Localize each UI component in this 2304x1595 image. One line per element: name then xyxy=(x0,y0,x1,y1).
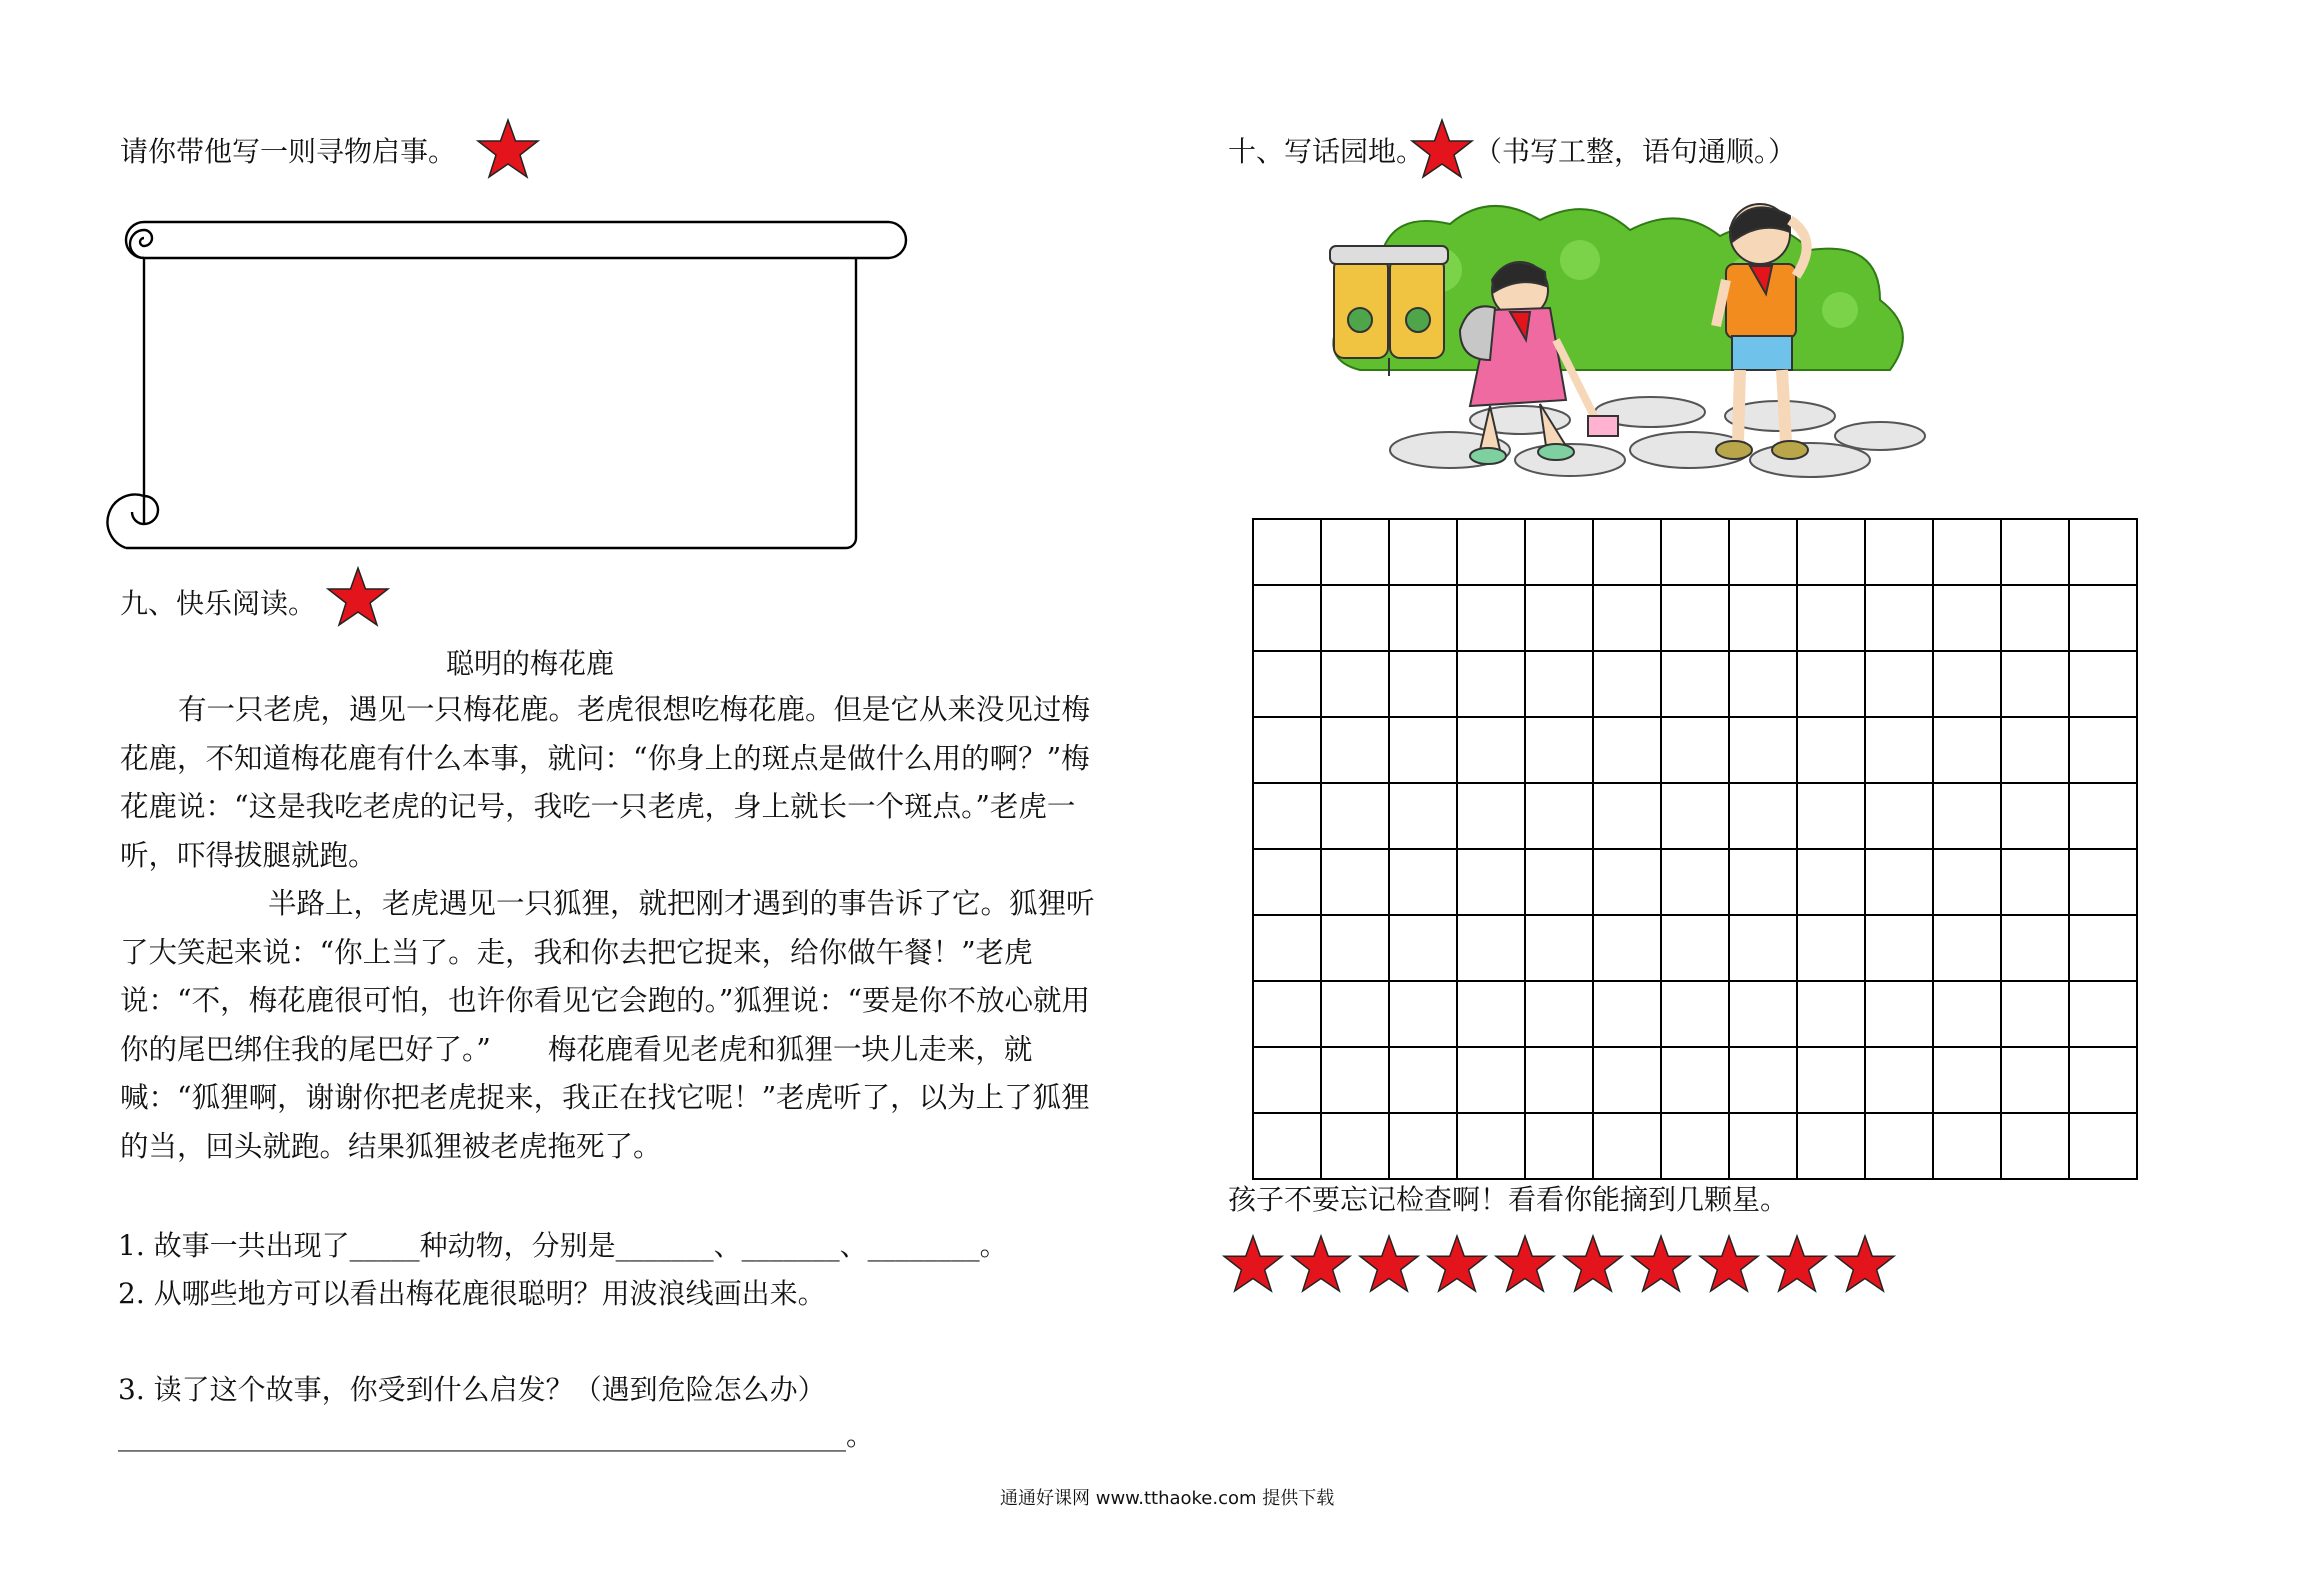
grid-cell[interactable] xyxy=(1525,519,1593,585)
grid-cell[interactable] xyxy=(1729,915,1797,981)
grid-cell[interactable] xyxy=(1593,849,1661,915)
grid-cell[interactable] xyxy=(1865,1047,1933,1113)
grid-row xyxy=(1253,585,2137,651)
section10-title: 十、写话园地。 xyxy=(1228,135,1425,168)
question-3: 3. 读了这个故事，你受到什么启发？（遇到危险怎么办） xyxy=(118,1373,826,1406)
answer-line[interactable]: ____________________________________________________。 xyxy=(118,1419,875,1452)
grid-cell[interactable] xyxy=(1389,519,1457,585)
grid-row xyxy=(1253,981,2137,1047)
grid-cell[interactable] xyxy=(1389,981,1457,1047)
rating-star-icon[interactable] xyxy=(1766,1234,1828,1294)
grid-cell[interactable] xyxy=(1865,1113,1933,1179)
grid-cell[interactable] xyxy=(1797,915,1865,981)
grid-cell[interactable] xyxy=(1389,849,1457,915)
grid-cell[interactable] xyxy=(1661,849,1729,915)
grid-cell[interactable] xyxy=(1321,849,1389,915)
grid-cell[interactable] xyxy=(2069,915,2137,981)
grid-cell[interactable] xyxy=(1593,981,1661,1047)
grid-cell[interactable] xyxy=(1253,585,1321,651)
grid-cell[interactable] xyxy=(1253,849,1321,915)
grid-cell[interactable] xyxy=(1661,519,1729,585)
grid-cell[interactable] xyxy=(1865,585,1933,651)
star-icon xyxy=(476,118,540,180)
grid-cell[interactable] xyxy=(1389,585,1457,651)
star-rating-row[interactable] xyxy=(1222,1234,1896,1294)
grid-row xyxy=(1253,717,2137,783)
rating-star-icon[interactable] xyxy=(1834,1234,1896,1294)
grid-cell[interactable] xyxy=(1253,981,1321,1047)
grid-cell[interactable] xyxy=(1321,783,1389,849)
grid-cell[interactable] xyxy=(1321,717,1389,783)
grid-cell[interactable] xyxy=(1253,651,1321,717)
grid-cell[interactable] xyxy=(1593,519,1661,585)
grid-cell[interactable] xyxy=(1593,915,1661,981)
grid-cell[interactable] xyxy=(2069,717,2137,783)
grid-cell[interactable] xyxy=(1797,717,1865,783)
grid-cell[interactable] xyxy=(1933,915,2001,981)
grid-cell[interactable] xyxy=(1389,717,1457,783)
lost-notice-prompt: 请你带他写一则寻物启事。 xyxy=(120,135,457,168)
grid-cell[interactable] xyxy=(2069,519,2137,585)
grid-cell[interactable] xyxy=(2001,585,2069,651)
rating-star-icon[interactable] xyxy=(1358,1234,1420,1294)
grid-cell[interactable] xyxy=(2001,717,2069,783)
grid-cell[interactable] xyxy=(1797,519,1865,585)
grid-cell[interactable] xyxy=(1933,783,2001,849)
grid-cell[interactable] xyxy=(1525,915,1593,981)
grid-cell[interactable] xyxy=(1457,1113,1525,1179)
grid-cell[interactable] xyxy=(2001,783,2069,849)
grid-cell[interactable] xyxy=(1321,915,1389,981)
check-reminder: 孩子不要忘记检查啊！看看你能摘到几颗星。 xyxy=(1228,1183,1789,1216)
grid-cell[interactable] xyxy=(1661,1047,1729,1113)
grid-cell[interactable] xyxy=(1729,585,1797,651)
grid-cell[interactable] xyxy=(1525,849,1593,915)
grid-cell[interactable] xyxy=(1457,651,1525,717)
grid-cell[interactable] xyxy=(2069,783,2137,849)
rating-star-icon[interactable] xyxy=(1562,1234,1624,1294)
grid-cell[interactable] xyxy=(1865,915,1933,981)
grid-cell[interactable] xyxy=(1457,915,1525,981)
grid-cell[interactable] xyxy=(1389,915,1457,981)
grid-cell[interactable] xyxy=(2069,849,2137,915)
story-text xyxy=(120,686,1100,1171)
section9-title: 九、快乐阅读。 xyxy=(120,587,317,620)
rating-star-icon[interactable] xyxy=(1494,1234,1556,1294)
grid-cell[interactable] xyxy=(1593,651,1661,717)
story-title: 聪明的梅花鹿 xyxy=(446,647,615,680)
grid-cell[interactable] xyxy=(1729,651,1797,717)
grid-cell[interactable] xyxy=(1729,981,1797,1047)
grid-cell[interactable] xyxy=(1253,717,1321,783)
grid-cell[interactable] xyxy=(1933,585,2001,651)
grid-cell[interactable] xyxy=(1797,1113,1865,1179)
grid-cell[interactable] xyxy=(1457,849,1525,915)
grid-cell[interactable] xyxy=(2001,1113,2069,1179)
grid-cell[interactable] xyxy=(1457,1047,1525,1113)
grid-row xyxy=(1253,1047,2137,1113)
grid-cell[interactable] xyxy=(1321,981,1389,1047)
grid-cell[interactable] xyxy=(1321,1047,1389,1113)
grid-cell[interactable] xyxy=(1797,849,1865,915)
grid-cell[interactable] xyxy=(2069,1047,2137,1113)
grid-cell[interactable] xyxy=(1321,585,1389,651)
grid-cell[interactable] xyxy=(1389,651,1457,717)
grid-row xyxy=(1253,1113,2137,1179)
grid-cell[interactable] xyxy=(1729,783,1797,849)
grid-cell[interactable] xyxy=(1933,1113,2001,1179)
grid-cell[interactable] xyxy=(2069,651,2137,717)
grid-cell[interactable] xyxy=(1253,1113,1321,1179)
rating-star-icon[interactable] xyxy=(1630,1234,1692,1294)
grid-cell[interactable] xyxy=(2001,915,2069,981)
grid-cell[interactable] xyxy=(2001,519,2069,585)
writing-grid[interactable] xyxy=(1252,518,2138,1180)
question-1: 1. 故事一共出现了_____种动物，分别是_______、_______、________。 xyxy=(118,1229,1008,1262)
rating-star-icon[interactable] xyxy=(1698,1234,1760,1294)
grid-cell[interactable] xyxy=(1389,783,1457,849)
grid-cell[interactable] xyxy=(2069,585,2137,651)
grid-row xyxy=(1253,915,2137,981)
grid-cell[interactable] xyxy=(1661,981,1729,1047)
grid-cell[interactable] xyxy=(1933,1047,2001,1113)
grid-cell[interactable] xyxy=(1593,1047,1661,1113)
scroll-answer-frame[interactable] xyxy=(96,212,908,558)
grid-cell[interactable] xyxy=(2001,651,2069,717)
grid-cell[interactable] xyxy=(1525,585,1593,651)
grid-cell[interactable] xyxy=(1729,519,1797,585)
grid-cell[interactable] xyxy=(1865,783,1933,849)
star-icon xyxy=(326,566,390,628)
story-paragraph-2: 半路上，老虎遇见一只狐狸，就把刚才遇到的事告诉了它。狐狸听了大笑起来说：“你上当了。走，我和你去把它捉来，给你做午餐！”老虎说：“不，梅花鹿很可怕，也许你看见它会跑的。”狐狸说：“要是你不放心就用你的尾巴绑住我的尾巴好了。” 梅花鹿看见老虎和狐狸一块儿走来，就喊：“狐狸啊，谢谢你把老虎捉来，我正在找它呢！”老虎听了，以为上了狐狸的当，回头就跑。结果狐狸被老虎拖死了。 xyxy=(120,887,1095,1163)
question-2: 2. 从哪些地方可以看出梅花鹿很聪明？用波浪线画出来。 xyxy=(118,1277,826,1310)
grid-cell[interactable] xyxy=(1933,519,2001,585)
grid-cell[interactable] xyxy=(1253,1047,1321,1113)
grid-cell[interactable] xyxy=(1253,519,1321,585)
grid-cell[interactable] xyxy=(1797,783,1865,849)
story-paragraph-1: 有一只老虎，遇见一只梅花鹿。老虎很想吃梅花鹿。但是它从来没见过梅花鹿，不知道梅花鹿有什么本事，就问：“你身上的斑点是做什么用的啊？”梅花鹿说：“这是我吃老虎的记号，我吃一只老虎，身上就长一个斑点。”老虎一听，吓得拔腿就跑。 xyxy=(120,693,1091,872)
grid-cell[interactable] xyxy=(1389,1047,1457,1113)
grid-cell[interactable] xyxy=(1661,783,1729,849)
rating-star-icon[interactable] xyxy=(1290,1234,1352,1294)
grid-cell[interactable] xyxy=(2069,981,2137,1047)
grid-cell[interactable] xyxy=(1525,981,1593,1047)
grid-cell[interactable] xyxy=(1593,585,1661,651)
grid-cell[interactable] xyxy=(1457,585,1525,651)
star-icon xyxy=(1410,118,1474,180)
grid-cell[interactable] xyxy=(1661,1113,1729,1179)
grid-cell[interactable] xyxy=(1321,519,1389,585)
grid-cell[interactable] xyxy=(1797,651,1865,717)
grid-cell[interactable] xyxy=(1525,1113,1593,1179)
grid-cell[interactable] xyxy=(1525,651,1593,717)
grid-cell[interactable] xyxy=(1593,1113,1661,1179)
grid-row xyxy=(1253,519,2137,585)
grid-cell[interactable] xyxy=(1525,783,1593,849)
grid-cell[interactable] xyxy=(1661,915,1729,981)
grid-row xyxy=(1253,849,2137,915)
grid-cell[interactable] xyxy=(1933,849,2001,915)
grid-cell[interactable] xyxy=(1729,1113,1797,1179)
rating-star-icon[interactable] xyxy=(1426,1234,1488,1294)
grid-row xyxy=(1253,651,2137,717)
grid-cell[interactable] xyxy=(1797,1047,1865,1113)
grid-cell[interactable] xyxy=(2001,1047,2069,1113)
section10-note: （书写工整，语句通顺。） xyxy=(1474,135,1797,168)
grid-cell[interactable] xyxy=(1865,981,1933,1047)
grid-cell[interactable] xyxy=(1525,717,1593,783)
grid-cell[interactable] xyxy=(1389,1113,1457,1179)
grid-cell[interactable] xyxy=(1933,651,2001,717)
grid-cell[interactable] xyxy=(1593,783,1661,849)
grid-cell[interactable] xyxy=(1321,651,1389,717)
footer-credit: 通通好课网 www.tthaoke.com 提供下载 xyxy=(1000,1488,1335,1509)
grid-cell[interactable] xyxy=(1457,783,1525,849)
kids-illustration xyxy=(1320,180,1946,486)
grid-cell[interactable] xyxy=(1525,1047,1593,1113)
grid-cell[interactable] xyxy=(1865,717,1933,783)
grid-cell[interactable] xyxy=(1661,585,1729,651)
grid-cell[interactable] xyxy=(1933,981,2001,1047)
grid-cell[interactable] xyxy=(1253,915,1321,981)
grid-cell[interactable] xyxy=(1729,1047,1797,1113)
rating-star-icon[interactable] xyxy=(1222,1234,1284,1294)
grid-cell[interactable] xyxy=(1797,585,1865,651)
grid-cell[interactable] xyxy=(1729,849,1797,915)
grid-cell[interactable] xyxy=(1661,651,1729,717)
grid-cell[interactable] xyxy=(1457,717,1525,783)
grid-cell[interactable] xyxy=(2001,849,2069,915)
grid-row xyxy=(1253,783,2137,849)
grid-cell[interactable] xyxy=(1865,651,1933,717)
grid-cell[interactable] xyxy=(1593,717,1661,783)
grid-cell[interactable] xyxy=(1253,783,1321,849)
grid-cell[interactable] xyxy=(1865,519,1933,585)
grid-cell[interactable] xyxy=(1865,849,1933,915)
grid-cell[interactable] xyxy=(2069,1113,2137,1179)
grid-cell[interactable] xyxy=(1729,717,1797,783)
grid-cell[interactable] xyxy=(1933,717,2001,783)
grid-cell[interactable] xyxy=(1457,519,1525,585)
grid-cell[interactable] xyxy=(1457,981,1525,1047)
grid-cell[interactable] xyxy=(1321,1113,1389,1179)
grid-cell[interactable] xyxy=(2001,981,2069,1047)
grid-cell[interactable] xyxy=(1661,717,1729,783)
grid-cell[interactable] xyxy=(1797,981,1865,1047)
